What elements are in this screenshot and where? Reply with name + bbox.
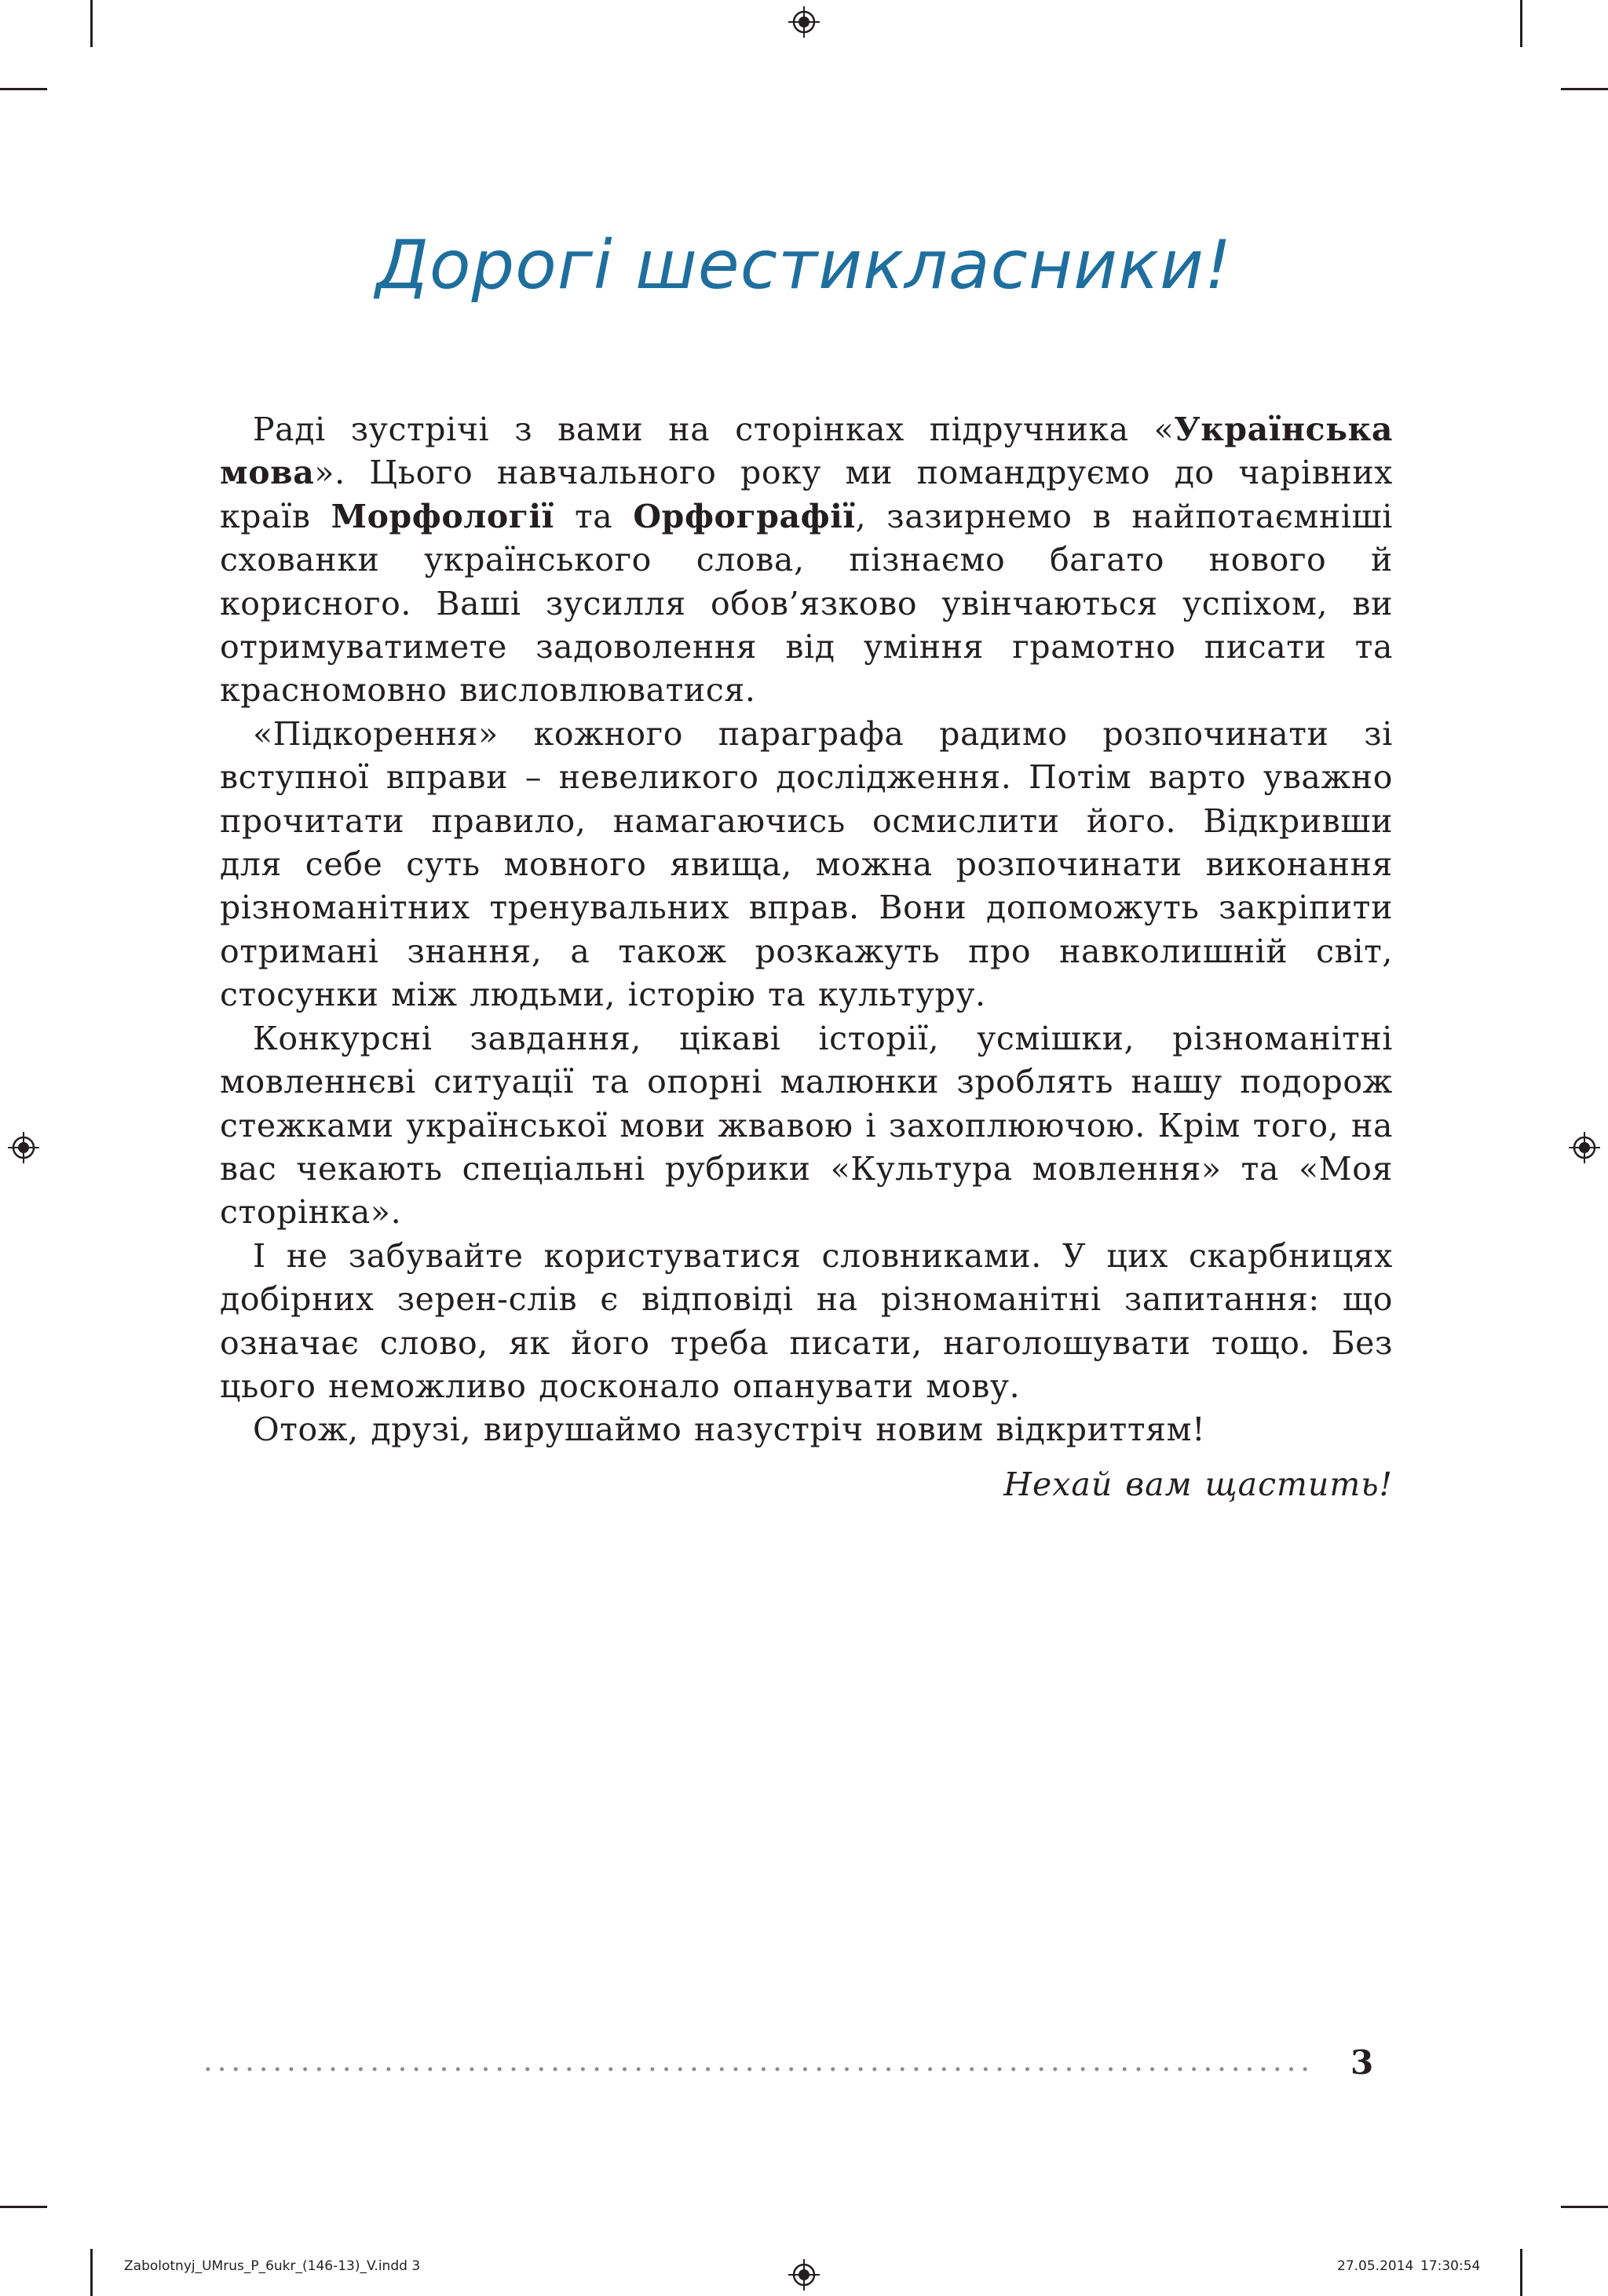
crop-mark (0, 2206, 47, 2208)
slug-time: 17:30:54 (1420, 2258, 1481, 2274)
paragraph: Отож, друзі, вирушаймо назустріч новим відкриттям! (253, 1411, 1206, 1449)
signoff: Нехай вам щастить! (1003, 1465, 1393, 1503)
registration-mark-icon (788, 6, 820, 38)
crop-mark (90, 2249, 93, 2296)
term-bold: Орфографії (633, 497, 856, 535)
page-number: 3 (1350, 2043, 1374, 2082)
paragraph: І не забувайте користуватися словниками. У цих скарбницях добірних зерен-слів є відповіді на різноманітні запитання: що означає слово, як його треба писати, наголошувати тощо. Без цього неможливо досконало опанувати мову. (220, 1236, 1393, 1405)
slug-date: 27.05.2014 (1337, 2258, 1414, 2274)
slug-filename: Zabolotnyj_UMrus_P_6ukr_(146-13)_V.indd 3 (124, 2258, 421, 2274)
crop-mark (1561, 88, 1608, 90)
letter-body (220, 408, 1393, 1506)
crop-mark (1561, 2206, 1608, 2208)
crop-mark (0, 88, 47, 90)
registration-mark-icon (1569, 1132, 1600, 1163)
paragraph: Конкурсні завдання, цікаві історії, усмішки, різноманітні мовленнєві ситуації та опорні малюнки зроблять нашу подорож стежками української мови жвавою і захоплюючою. Крім того, на вас чекають спеціальні рубрики «Культура мовлення» та «Моя сторінка». (220, 1019, 1393, 1232)
crop-mark (90, 0, 93, 47)
registration-mark-icon (788, 2259, 820, 2291)
crop-mark (1520, 2249, 1522, 2296)
registration-mark-icon (8, 1132, 39, 1163)
page-title: Дорогі шестикласники! (375, 226, 1233, 305)
footer-dotted-rule (201, 2067, 1313, 2072)
crop-mark (1520, 0, 1522, 47)
paragraph: Раді зустрічі з вами на сторінках підручника «Українська мова». Цього навчального року ми помандруємо до чарівних країв Морфології та Орфографії, зазирнемо в найпотаємніші схованки українського слова, пізнаємо багато нового й корисного. Ваші зусилля обов’язково увінчаються успіхом, ви отримуватимете задоволення від уміння грамотно писати та красномовно висловлюватися. (220, 411, 1393, 710)
book-title-bold: Українська мова (220, 411, 1393, 492)
term-bold: Морфології (331, 497, 554, 535)
paragraph: «Підкорення» кожного параграфа радимо розпочинати зі вступної вправи – невеликого дослідження. Потім варто уважно прочитати правило, намагаючись осмислити його. Відкривши для себе суть мовного явища, можна розпочинати виконання різноманітних тренувальних вправ. Вони допоможуть закріпити отримані знання, а також розкажуть про навколишній світ, стосунки між людьми, історію та культуру. (220, 714, 1393, 1014)
